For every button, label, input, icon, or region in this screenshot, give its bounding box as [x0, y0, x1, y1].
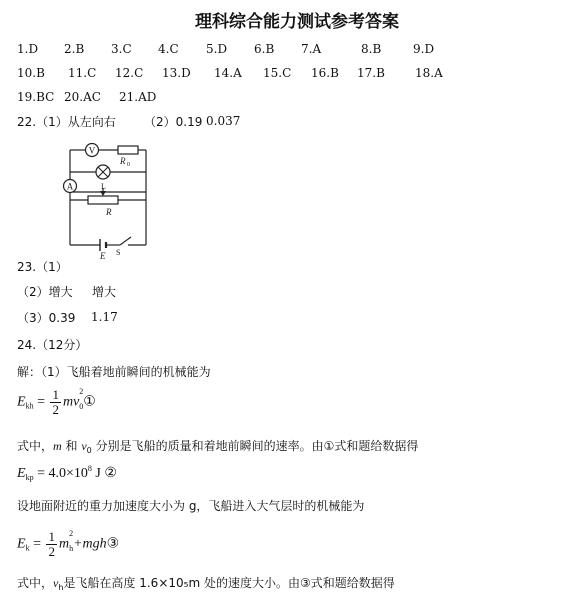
- answer-item: 10.B: [17, 66, 45, 80]
- battery-label: E: [100, 251, 106, 261]
- q22-part2-value2: 0.037: [206, 114, 241, 128]
- last-line: 式中，$v_h$是飞船在高度 1.6×10₅m 处的速度大小。由③式和题给数据得: [17, 576, 395, 592]
- equation-3: $E_k$ = $\frac{1}{2}$ m 2 $_h$+mgh③: [17, 528, 120, 559]
- answer-item: 20.AC: [64, 90, 101, 104]
- gravity-line: 设地面附近的重力加速度大小为 g，飞船进入大气层时的机械能为: [17, 499, 365, 513]
- page-title: 理科综合能力测试参考答案: [195, 12, 399, 32]
- q23-label: 23.（1）: [17, 260, 68, 274]
- answer-item: 3.C: [111, 42, 132, 56]
- q24-label: 24.（12分）: [17, 338, 88, 352]
- voltmeter-label: V: [88, 145, 96, 156]
- resistor-r0-label: R: [120, 156, 126, 166]
- answer-item: 16.B: [311, 66, 339, 80]
- switch-label: S: [116, 248, 121, 257]
- answer-item: 7.A: [301, 42, 322, 56]
- answer-item: 21.AD: [119, 90, 157, 104]
- resistor-r0-sub: 0: [127, 162, 130, 168]
- answer-item: 4.C: [158, 42, 179, 56]
- q22-label: 22.（1）从左向右: [17, 115, 116, 129]
- answer-item: 12.C: [115, 66, 144, 80]
- answer-item: 13.D: [162, 66, 191, 80]
- answer-item: 9.D: [413, 42, 435, 56]
- answer-item: 6.B: [254, 42, 275, 56]
- answer-item: 5.D: [206, 42, 228, 56]
- q23-part2-value: 增大: [92, 285, 117, 299]
- circuit-diagram: [56, 140, 156, 265]
- eq1-explanation: 式中，m 和 $v_0$ 分别是飞船的质量和着地前瞬间的速率。由①式和题给数据得: [17, 439, 419, 455]
- answer-item: 8.B: [361, 42, 382, 56]
- rheostat-slider-arrow: [100, 191, 106, 196]
- q23-part3-label: （3）0.39: [17, 311, 76, 325]
- answer-item: 15.C: [263, 66, 292, 80]
- lamp-label: L: [101, 182, 106, 191]
- q24-intro: 解：（1）飞船着地前瞬间的机械能为: [17, 365, 211, 379]
- q23-part3-value: 1.17: [91, 310, 118, 324]
- answer-item: 17.B: [357, 66, 385, 80]
- answer-item: 11.C: [68, 66, 97, 80]
- answer-item: 18.A: [415, 66, 443, 80]
- answer-item: 1.D: [17, 42, 39, 56]
- rheostat-label: R: [106, 207, 112, 217]
- ammeter-label: A: [66, 181, 74, 192]
- equation-2: $E_{kp} = 4.0\times 10^8$ J ②: [17, 464, 117, 482]
- equation-1: $E_{kh}$ = $\frac{1}{2}$ mv 2 $_0$①: [17, 386, 96, 417]
- q22-part2: （2）0.19: [144, 115, 203, 129]
- answer-item: 14.A: [214, 66, 242, 80]
- answer-item: 19.BC: [17, 90, 55, 104]
- answer-item: 2.B: [64, 42, 85, 56]
- q23-part2-label: （2）增大: [17, 285, 73, 299]
